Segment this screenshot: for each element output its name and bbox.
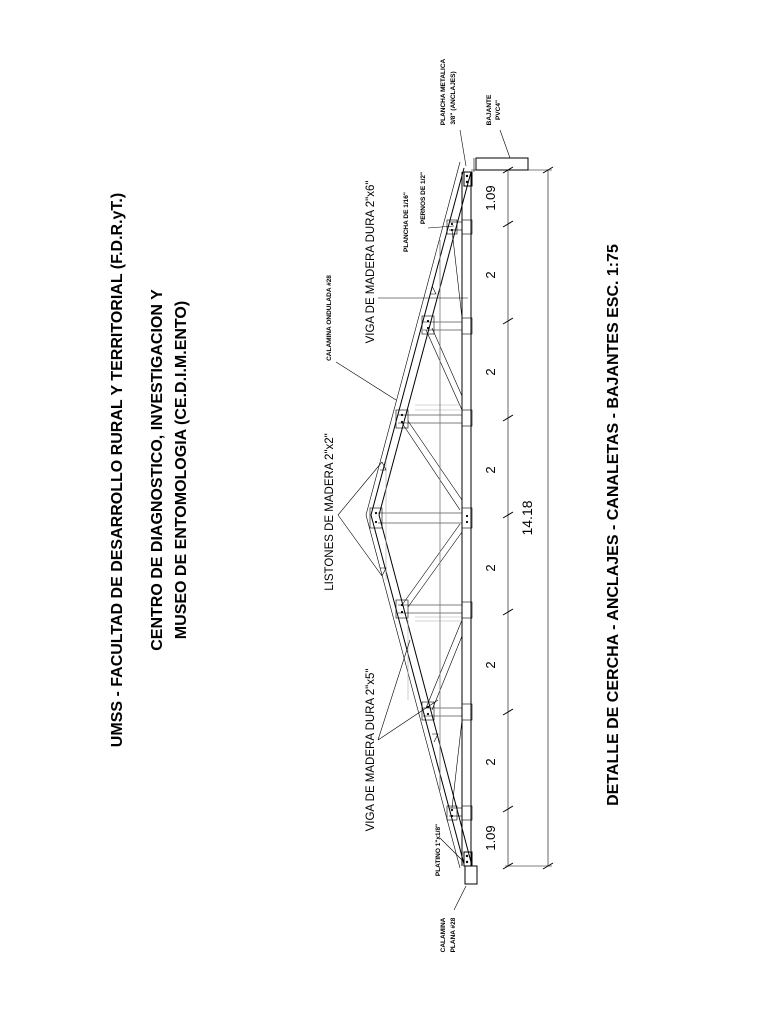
label-platino: PLATINO 1"x1/8": [435, 823, 442, 877]
label-viga-2x6: VIGA DE MADERA DURA 2"x6": [365, 180, 377, 344]
center-title-line1: CENTRO DE DIAGNOSTICO, INVESTIGACION Y: [149, 289, 166, 651]
dim-segment-6: 2: [483, 661, 498, 669]
dim-segment-1: 1.09: [483, 185, 498, 211]
drawing-title: DETALLE DE CERCHA - ANCLAJES - CANALETAS - BAJANTES ESC. 1:75: [605, 244, 622, 806]
dim-segment-4: 2: [483, 466, 498, 474]
dim-segment-3: 2: [483, 368, 498, 376]
dim-segment-2: 2: [483, 271, 498, 279]
dim-segment-8: 1.09: [483, 825, 498, 851]
label-listones: LISTONES DE MADERA 2"x2": [324, 433, 336, 591]
leader-lines: [336, 130, 510, 910]
label-plancha-116: PLANCHA DE 1/16": [403, 192, 410, 252]
label-pernos-12: PERNOS DE 1/2": [420, 171, 427, 225]
label-plancha-metalica-2: 3/8" (ANCLAJES): [450, 71, 457, 125]
gusset-plates: [370, 172, 472, 866]
bolts: [375, 175, 468, 863]
label-bajante-2: PVC4": [495, 99, 502, 121]
auxiliary-lines: [386, 240, 462, 790]
left-anchor: [465, 866, 477, 884]
dim-segment-7: 2: [483, 758, 498, 766]
dim-total: 14.18: [519, 500, 535, 536]
label-bajante-1: BAJANTE: [486, 94, 493, 126]
dim-segment-5: 2: [483, 564, 498, 572]
gutter-downspout: [476, 158, 528, 170]
label-calamina-plana-1: CALAMINA: [440, 917, 447, 953]
label-viga-2x5: VIGA DE MADERA DURA 2"x5": [365, 668, 377, 832]
center-title-line2: MUSEO DE ENTOMOLOGIA (CE.D.I.M.ENTO): [173, 300, 190, 640]
label-calamina-ondulada: CALAMINA ONDULADA #28: [326, 275, 333, 361]
dimensions: [471, 167, 553, 869]
label-calamina-plana-2: PLANA #28: [450, 917, 457, 953]
institution-title: UMSS - FACULTAD DE DESARROLLO RURAL Y TERRITORIAL (F.D.R.yT.): [109, 192, 126, 748]
truss: [366, 158, 528, 884]
label-plancha-metalica-1: PLANCHA METALICA: [440, 58, 447, 126]
